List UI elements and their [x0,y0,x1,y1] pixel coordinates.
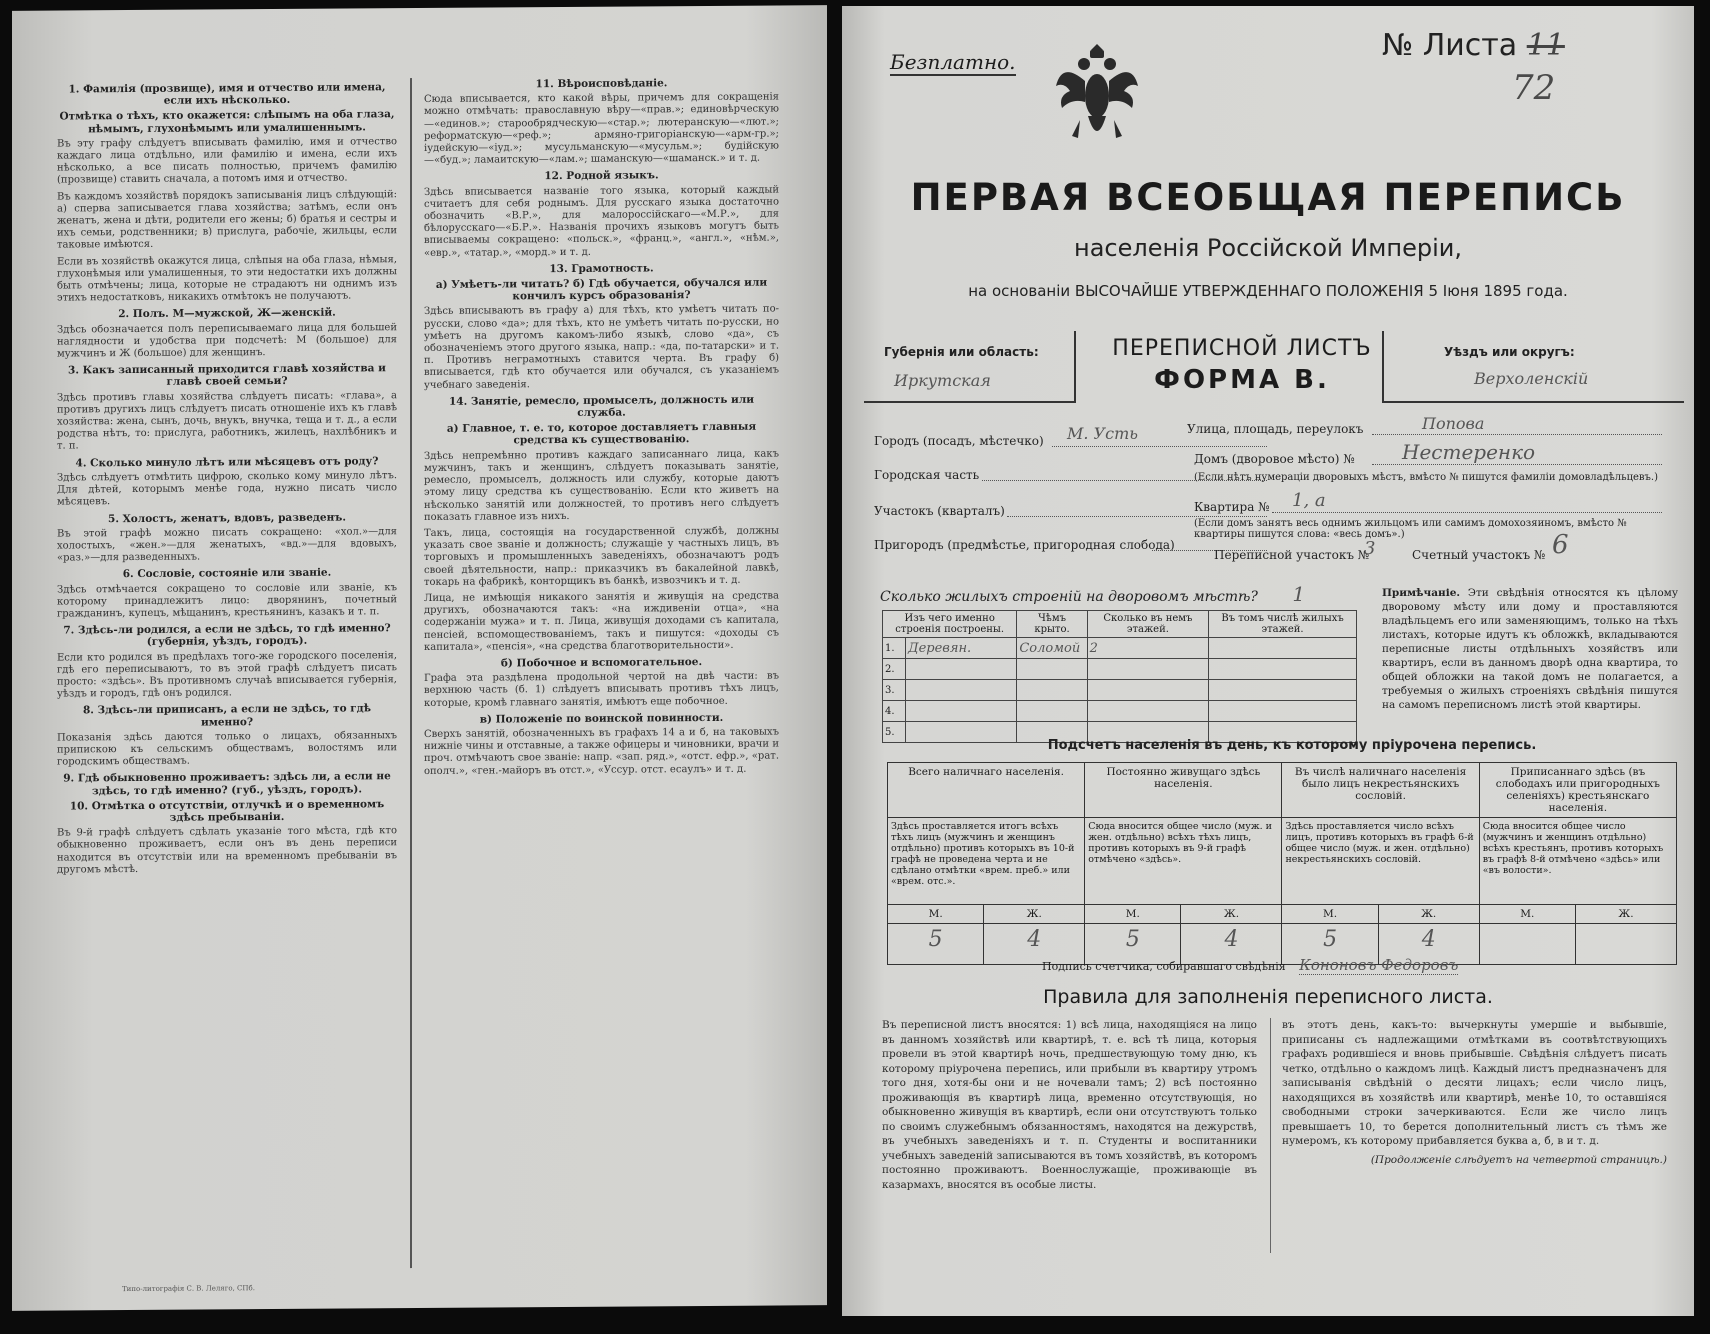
street-label: Улица, площадь, переулокъ [1187,422,1364,436]
city-part-label: Городская часть [874,468,980,482]
form-title-block [1087,336,1397,395]
province-value: Иркутская [894,371,991,390]
house-line [1372,464,1662,465]
count-male-header: М. [1085,905,1181,924]
buildings-label: Сколько жилыхъ строеній на дворовомъ мѣстѣ? [880,589,1258,605]
instructions-column-2 [424,73,779,1255]
count-male-value: 5 [888,924,984,965]
instruction-heading: 8. Здѣсь-ли приписанъ, а если не здѣсь, то гдѣ именно? [82,702,372,729]
instruction-heading: 4. Сколько минуло лѣтъ или мѣсяцевъ отъ роду? [75,454,379,470]
instruction-paragraph: Если кто родился въ предѣлахъ того-же городского поселенія, гдѣ его переписываютъ, то въ этой графѣ слѣдуетъ писать просто: «здѣсь». Въ противномъ случаѣ вписывается губернія, уѣздъ и городъ, гдѣ онъ родился. [57,649,397,700]
legal-basis: на основаніи ВЫСОЧАЙШЕ УТВЕРЖДЕННАГО ПОЛОЖЕНІЯ 5 Іюня 1895 года. [968,282,1568,300]
buildings-floors [1087,659,1208,680]
note-block [1382,586,1678,712]
rules-right-text: въ этотъ день, какъ-то: вычеркнуты умершіе и выбывшіе, приписаны съ надлежащими отмѣтками въ соотвѣтствующихъ графахъ родившіеся и вновь прибывшіе. Свѣдѣнія слѣдуетъ писать четко, отдѣльно о каждомъ лицѣ. Каждый листъ предназначенъ для записыванія свѣдѣній о десяти лицахъ; если число лицъ, находящихся въ хозяйствѣ или квартирѣ, менѣе 10, то оставшіяся свободными строки зачеркиваются. Если же число лицъ превышаетъ 10, то берется дополнительный листъ съ тѣмъ же нумеромъ, къ которому прибавляется буква а, б, в и т. д. [1282,1019,1667,1147]
instruction-heading: Отмѣтка о тѣхъ, кто окажется: слѣпымъ на оба глаза, нѣмымъ, глухонѣмымъ или умалишеннымъ. [59,108,395,135]
count-head-permanent: Постоянно живущаго здѣсь населенія. [1085,763,1282,818]
instruction-paragraph: Здѣсь отмѣчается сокращено то сословіе или званіе, къ которому принадлежитъ лицо: дворянинъ, почетный гражданинъ, купецъ, мѣщанинъ, крестьянинъ, казакъ и т. п. [57,581,397,620]
instruction-heading: 2. Полъ. М—мужской, Ж—женскій. [118,307,336,321]
instruction-paragraph: Здѣсь непремѣнно противъ каждаго записаннаго лица, какъ мужчинъ, такъ и женщинъ, слѣдуетъ показывать занятіе, ремесло, промыселъ, должность или службу, которые даютъ этому лицу средства къ существованію. Если кто живетъ на нѣсколько занятій или должностей, то противъ него слѣдуетъ показать главное изъ нихъ. [424,448,779,523]
note-title: Примѣчаніе. [1382,587,1461,599]
instruction-heading: 11. Вѣроисповѣданіе. [535,77,668,91]
instruction-heading: 7. Здѣсь-ли родился, а если не здѣсь, то гдѣ именно? (губернія, уѣздъ, городъ). [63,622,391,649]
buildings-material: Деревян. [906,638,1017,659]
city-line [1052,446,1267,447]
right-page [842,6,1694,1316]
imprint: Типо-литографія С. В. Леляго, СПб. [122,1284,255,1294]
form-subtitle: ФОРМА В. [1154,365,1330,395]
instruction-paragraph: Если въ хозяйствѣ окажутся лица, слѣпыя на оба глаза, нѣмыя, глухонѣмыя или умалишенныя, то эти недостатки ихъ должны быть отмѣчены; лица, которые не страдаютъ ни однимъ изъ этихъ недостатковъ, никакихъ отмѣтокъ не получаютъ. [57,253,397,304]
buildings-col-floors: Сколько въ немъ этажей. [1087,611,1208,638]
count-desc-permanent: Сюда вносится общее число (муж. и жен. отдѣльно) всѣхъ тѣхъ лицъ, противъ которыхъ въ 9-й графѣ отмѣчено «здѣсь». [1085,818,1282,905]
count-female-value: 4 [1378,924,1479,965]
count-male-value: 5 [1085,924,1181,965]
instruction-heading: 1. Фамилія (прозвище), имя и отчество или имена, если ихъ нѣсколько. [68,81,386,107]
buildings-floors [1087,680,1208,701]
count-descriptions [888,818,1677,905]
instruction-paragraph: Показанія здѣсь даются только о лицахъ, обязанныхъ припискою къ сельскимъ обществамъ, волостямъ или городскимъ обществамъ. [57,729,397,768]
instruction-heading: б) Побочное и вспомогательное. [500,655,703,670]
form-title: ПЕРЕПИСНОЙ ЛИСТЪ [1112,336,1372,361]
house-note: (Если нѣтъ нумераціи дворовыхъ мѣстъ, вмѣсто № пишутся фамиліи домовладѣльцевъ.) [1194,472,1659,483]
signature-value: Кононовъ Федоровъ [1299,956,1459,974]
population-count-table [887,762,1677,965]
street-value: Попова [1422,414,1485,433]
instruction-heading: 3. Какъ записанный приходится главѣ хозяйства и главѣ своей семьи? [68,362,386,389]
left-page [12,5,827,1311]
count-desc-non-peasant: Здѣсь проставляется число всѣхъ лицъ, противъ которыхъ въ графѣ 6-й общее число (муж. и жен. отдѣльно) некрестьянскихъ сословій. [1282,818,1479,905]
buildings-living-floors [1209,701,1357,722]
sheet-number [1382,28,1565,63]
column-divider [410,78,412,1268]
sheet-number-value: 11 [1526,28,1565,63]
signature-block [1042,956,1662,974]
instruction-paragraph: Въ 9-й графѣ слѣдуетъ сдѣлать указаніе того мѣста, гдѣ кто обыкновенно проживаетъ, если онъ въ день переписи находится въ отсутствіи или на временномъ пребываніи въ другомъ мѣстѣ. [57,825,397,876]
district-box [1382,331,1684,403]
instruction-heading: 14. Занятіе, ремесло, промыселъ, должность или служба. [448,393,755,419]
page-subtitle: населенія Россійской Имперіи, [1074,234,1462,262]
instruction-heading: 12. Родной языкъ. [544,169,659,183]
note-text: Эти свѣдѣнія относятся къ цѣлому дворовому мѣсту или дому и проставляются владѣльцемъ его или заменяющимъ, только на тѣхъ листахъ, которые идутъ къ обложкѣ, вкладываются переписные листы отдѣльныхъ хозяйствъ или квартиръ, если въ данномъ дворѣ одна квартира, то общей обложки на такой домъ не полагается, а требуемыя о жилыхъ строеніяхъ свѣдѣнія пишутся на самомъ переписномъ листѣ этой квартиры. [1382,587,1678,711]
buildings-row-number: 3. [883,680,906,701]
count-male-header: М. [1479,905,1575,924]
buildings-table-row [883,659,1357,680]
count-female-header: Ж. [984,905,1085,924]
instruction-paragraph: Графа эта раздѣлена продольной чертой на двѣ части: въ верхнюю часть (б. 1) слѣдуетъ вписывать противъ тѣхъ лицъ, которые, кромѣ главнаго занятія, имѣютъ еще побочное. [424,670,779,709]
count-male-header: М. [888,905,984,924]
instruction-paragraph: Въ эту графу слѣдуетъ вписывать фамилію, имя и отчество каждаго лица отдѣльно, или фамилію и имена, если ихъ нѣсколько, а все писать полностью, причемъ фамилію (прозвище) ставить сначала, а потомъ имя и отчество. [57,135,397,186]
count-female-header: Ж. [1378,905,1479,924]
count-sex-row [888,905,1677,924]
district-value: Верхоленскій [1474,369,1589,388]
count-female-value: 4 [1181,924,1282,965]
buildings-roof [1017,659,1087,680]
instruction-paragraph: Здѣсь противъ главы хозяйства слѣдуетъ писать: «глава», а противъ другихъ лицъ слѣдуетъ писать отношеніе ихъ къ главѣ хозяйства: жена, сынъ, дочь, внукъ, внучка, теща и т. д., а если родства нѣтъ, то: прислуга, работникъ, жилецъ, нахлѣбникъ и т. п. [57,389,397,453]
page-title: ПЕРВАЯ ВСЕОБЩАЯ ПЕРЕПИСЬ [910,176,1626,219]
buildings-roof [1017,680,1087,701]
count-heads [888,763,1677,818]
buildings-roof [1017,701,1087,722]
section-line [1007,516,1267,517]
instruction-heading: 6. Сословіе, состояніе или званіе. [122,566,332,581]
count-male-value: 5 [1282,924,1378,965]
sheet-number-corrected: 72 [1512,68,1556,108]
province-box [864,331,1076,403]
province-label: Губернія или область: [884,345,1039,359]
district-label: Уѣздъ или округъ: [1444,345,1575,359]
instruction-heading: 9. Гдѣ обыкновенно проживаетъ: здѣсь ли, а если не здѣсь, то гдѣ именно? (губ., уѣздъ, городъ). [63,770,391,797]
house-value: Нестеренко [1402,440,1536,464]
buildings-value: 1 [1292,582,1306,606]
instruction-paragraph: Здѣсь слѣдуетъ отмѣтить цифрою, сколько кому минуло лѣтъ. Для дѣтей, которымъ менѣе года, нужно писать число мѣсяцевъ. [57,470,397,508]
instruction-heading: 5. Холостъ, женатъ, вдовъ, разведенъ. [108,511,346,525]
buildings-row-number: 1. [883,638,906,659]
street-line [1372,434,1662,435]
buildings-material [906,680,1017,701]
instruction-paragraph: Здѣсь вписываютъ въ графу а) для тѣхъ, кто умѣетъ читать по-русски, слово «да»; для тѣхъ, кто не умѣетъ читать по-русски, но умѣетъ на другомъ какомъ-либо языкѣ, слово «да», съ обозначеніемъ этого другого языка, напр.: «да, по-татарски» и т. п. Противъ неграмотныхъ ставится черта. Въ графу б) вписывается, гдѣ кто обучается или обучался, съ указаніемъ учебнаго заведенія. [424,303,779,391]
section-label: Участокъ (кварталъ) [874,504,1005,518]
buildings-floors [1087,701,1208,722]
instruction-paragraph: Такъ, лица, состоящія на государственной службѣ, должны указать свое званіе и должность; служащіе у частныхъ лицъ, въ торговыхъ и промышленныхъ заведеніяхъ, обозначаютъ родъ своей дѣятельности, напр.: приказчикъ въ бакалейной лавкѣ, токарь на фабрикѣ, конторщикъ въ банкѣ, извозчикъ и т. д. [424,525,779,588]
census-section-label: Переписной участокъ № [1214,548,1370,562]
count-section-label: Счетный участокъ № [1412,548,1546,562]
rules-left: Въ переписной листъ вносятся: 1) всѣ лица, находящіяся на лицо въ данномъ хозяйствѣ или квартирѣ, т. е. всѣ тѣ лица, которыя провели въ этой квартирѣ ночь, предшествующую тому дню, къ которому пріурочена перепись, или прибыли въ квартиру утромъ того дня, хотя-бы они и не ночевали тамъ; 2) всѣ постоянно проживающія въ квартирѣ лица, временно отсутствующія, но обыкновенно живущія въ квартирѣ, если они отсутствуютъ только по своимъ служебнымъ обязанностямъ, находятся на дежурствѣ, въ учебныхъ заведеніяхъ и т. п. Студенты и воспитанники учебныхъ заведеній записываются въ томъ хозяйствѣ, въ которомъ постоянно проживаютъ. Военнослужащіе, проживающіе въ казармахъ, вносятся въ особые листы. [882,1019,1257,1191]
count-desc-peasant: Сюда вносится общее число (мужчинъ и женщинъ отдѣльно) всѣхъ крестьянъ, противъ которыхъ въ графѣ 8-й отмѣчено «здѣсь» или «въ волости». [1479,818,1676,905]
sheet-number-label: № Листа [1382,28,1518,63]
count-section-value: 6 [1552,530,1569,560]
instruction-paragraph: Сюда вписывается, кто какой вѣры, причемъ для сокращенія можно отмѣчать: православную вѣру—«прав.»; единовѣрческую—«единов.»; старообрядческую—«стар.»; лютеранскую—«лют.»; реформатскую—«реф.»; армяно-григоріанскую—«арм-гр.»; іудейскую—«іуд.»; мусульманскую—«мусульм.»; будійскую—«буд.»; ламаитскую—«лам.»; шаманскую—«шаманск.» и т. д. [424,91,779,167]
buildings-roof: Соломой [1017,638,1087,659]
buildings-living-floors [1209,659,1357,680]
buildings-material [906,701,1017,722]
instruction-paragraph: Здѣсь вписывается названіе того языка, который каждый считаетъ для себя роднымъ. Для русскаго языка достаточно обозначить «В.Р.», для малороссійскаго—«М.Р.», для бѣлорусскаго—«Б.Р.». Названія прочихъ языковъ могутъ быть вписываемы сокращено: «польск.», «франц.», «англ.», «нѣм.», «евр.», «татар.», «морд.» и т. д. [424,184,779,259]
free-label: Безплатно. [890,50,1016,74]
buildings-table-row [883,680,1357,701]
buildings-floors: 2 [1087,638,1208,659]
city-label: Городъ (посадъ, мѣстечко) [874,434,1044,448]
buildings-col-material: Изъ чего именно строенія построены. [883,611,1017,638]
census-section-value: 3 [1364,538,1376,559]
rules-title: Правила для заполненія переписного листа. [1043,986,1493,1008]
buildings-row-number: 5. [883,722,906,743]
buildings-material [906,659,1017,680]
buildings-col-living: Въ томъ числѣ жилыхъ этажей. [1209,611,1357,638]
signature-label: Подпись счетчика, собиравшаго свѣдѣнія [1042,960,1286,973]
instruction-heading: 10. Отмѣтка о отсутствіи, отлучкѣ и о временномъ здѣсь пребываніи. [69,798,385,824]
buildings-question [880,582,1305,606]
count-female-header: Ж. [1181,905,1282,924]
city-value: М. Усть [1067,424,1138,443]
buildings-row-number: 2. [883,659,906,680]
instruction-heading: а) Главное, т. е. то, которое доставляетъ главныя средства къ существованію. [446,420,757,447]
count-head-non-peasant: Въ числѣ наличнаго населенія было лицъ некрестьянскихъ сословій. [1282,763,1479,818]
count-head-peasant: Приписаннаго здѣсь (въ слободахъ или пригородныхъ селеніяхъ) крестьянскаго населенія. [1479,763,1676,818]
instruction-paragraph: Въ этой графѣ можно писать сокращено: «хол.»—для холостыхъ, «жен.»—для женатыхъ, «вд.»—для вдовыхъ, «раз.»—для разведенныхъ. [57,525,397,564]
buildings-table [882,610,1357,743]
rules-continued: (Продолженіе слѣдуетъ на четвертой страницѣ.) [1370,1153,1667,1166]
count-desc-total: Здѣсь проставляется итогъ всѣхъ тѣхъ лицъ (мужчинъ и женщинъ отдѣльно) противъ которыхъ въ 10-й графѣ не проведена черта и не сдѣлано отмѣтки «врем. преб.» или «врем. отс.». [888,818,1085,905]
house-label: Домъ (дворовое мѣсто) № [1194,452,1355,466]
count-female-value: 4 [984,924,1085,965]
buildings-col-roof: Чѣмъ крыто. [1017,611,1087,638]
instruction-paragraph: Сверхъ занятій, обозначенныхъ въ графахъ 14 а и б, на таковыхъ нижніе чины и отставные, а также офицеры и чиновники, врачи и проч. отмѣчаютъ свое званіе: напр. «зап. ряд.», «отст. ефр.», «рат. ополч.», «ген.-майоръ въ отст.», «Уссур. отст. есаулъ» и т. д. [424,726,779,777]
buildings-living-floors [1209,680,1357,701]
count-male-header: М. [1282,905,1378,924]
instruction-heading: 13. Грамотность. [549,262,654,275]
apartment-line [1272,512,1662,513]
suburb-label: Пригородъ (предмѣстье, пригородная слобода) [874,538,1175,552]
instruction-heading: в) Положеніе по воинской повинности. [479,711,724,726]
buildings-table-header [883,611,1357,638]
count-female-header: Ж. [1575,905,1676,924]
rules-divider [1270,1018,1271,1253]
instructions-column-1 [57,78,397,1260]
rules-right [1282,1018,1667,1268]
count-title: Подсчетъ населенія въ день, къ которому пріурочена перепись. [1047,738,1537,753]
buildings-living-floors [1209,638,1357,659]
buildings-row-number: 4. [883,701,906,722]
apartment-note: (Если домъ занятъ весь однимъ жильцомъ или самимъ домохозяиномъ, вмѣсто № квартиры пишутся слова: «весь домъ».) [1194,518,1627,540]
instruction-paragraph: Въ каждомъ хозяйствѣ порядокъ записыванія лицъ слѣдующій: а) сперва записывается глава хозяйства; затѣмъ, если онъ женатъ, жена и дѣти, родители его жены; б) братья и сестры и ихъ семьи, родственники; в) прислуга, рабочіе, жильцы, если таковые имѣются. [57,188,397,251]
apartment-label: Квартира № [1194,500,1270,514]
count-head-total: Всего наличнаго населенія. [888,763,1085,818]
instruction-paragraph: Здѣсь обозначается полъ переписываемаго лица для большей наглядности и удобства при подсчетѣ: М (большое) для мужчинъ и Ж (большое) для женщинъ. [57,321,397,360]
eagle-emblem-icon [1052,36,1142,156]
buildings-table-row [883,638,1357,659]
instruction-heading: а) Умѣетъ-ли читать? б) Гдѣ обучается, обучался или кончилъ курсъ образованія? [435,276,768,303]
instruction-paragraph: Лица, не имѣющія никакого занятія и живущія на средства другихъ, обозначаются такъ: «на иждивеніи отца», «на содержаніи мужа» и т. п. Лица, живущія доходами съ капитала, пенсіей, вспомоществованіемъ, такъ и пишутся: «доходы съ капитала», «пенсія», «на средства благотворительности». [424,590,779,653]
apartment-value: 1, а [1292,490,1326,511]
buildings-table-row [883,701,1357,722]
